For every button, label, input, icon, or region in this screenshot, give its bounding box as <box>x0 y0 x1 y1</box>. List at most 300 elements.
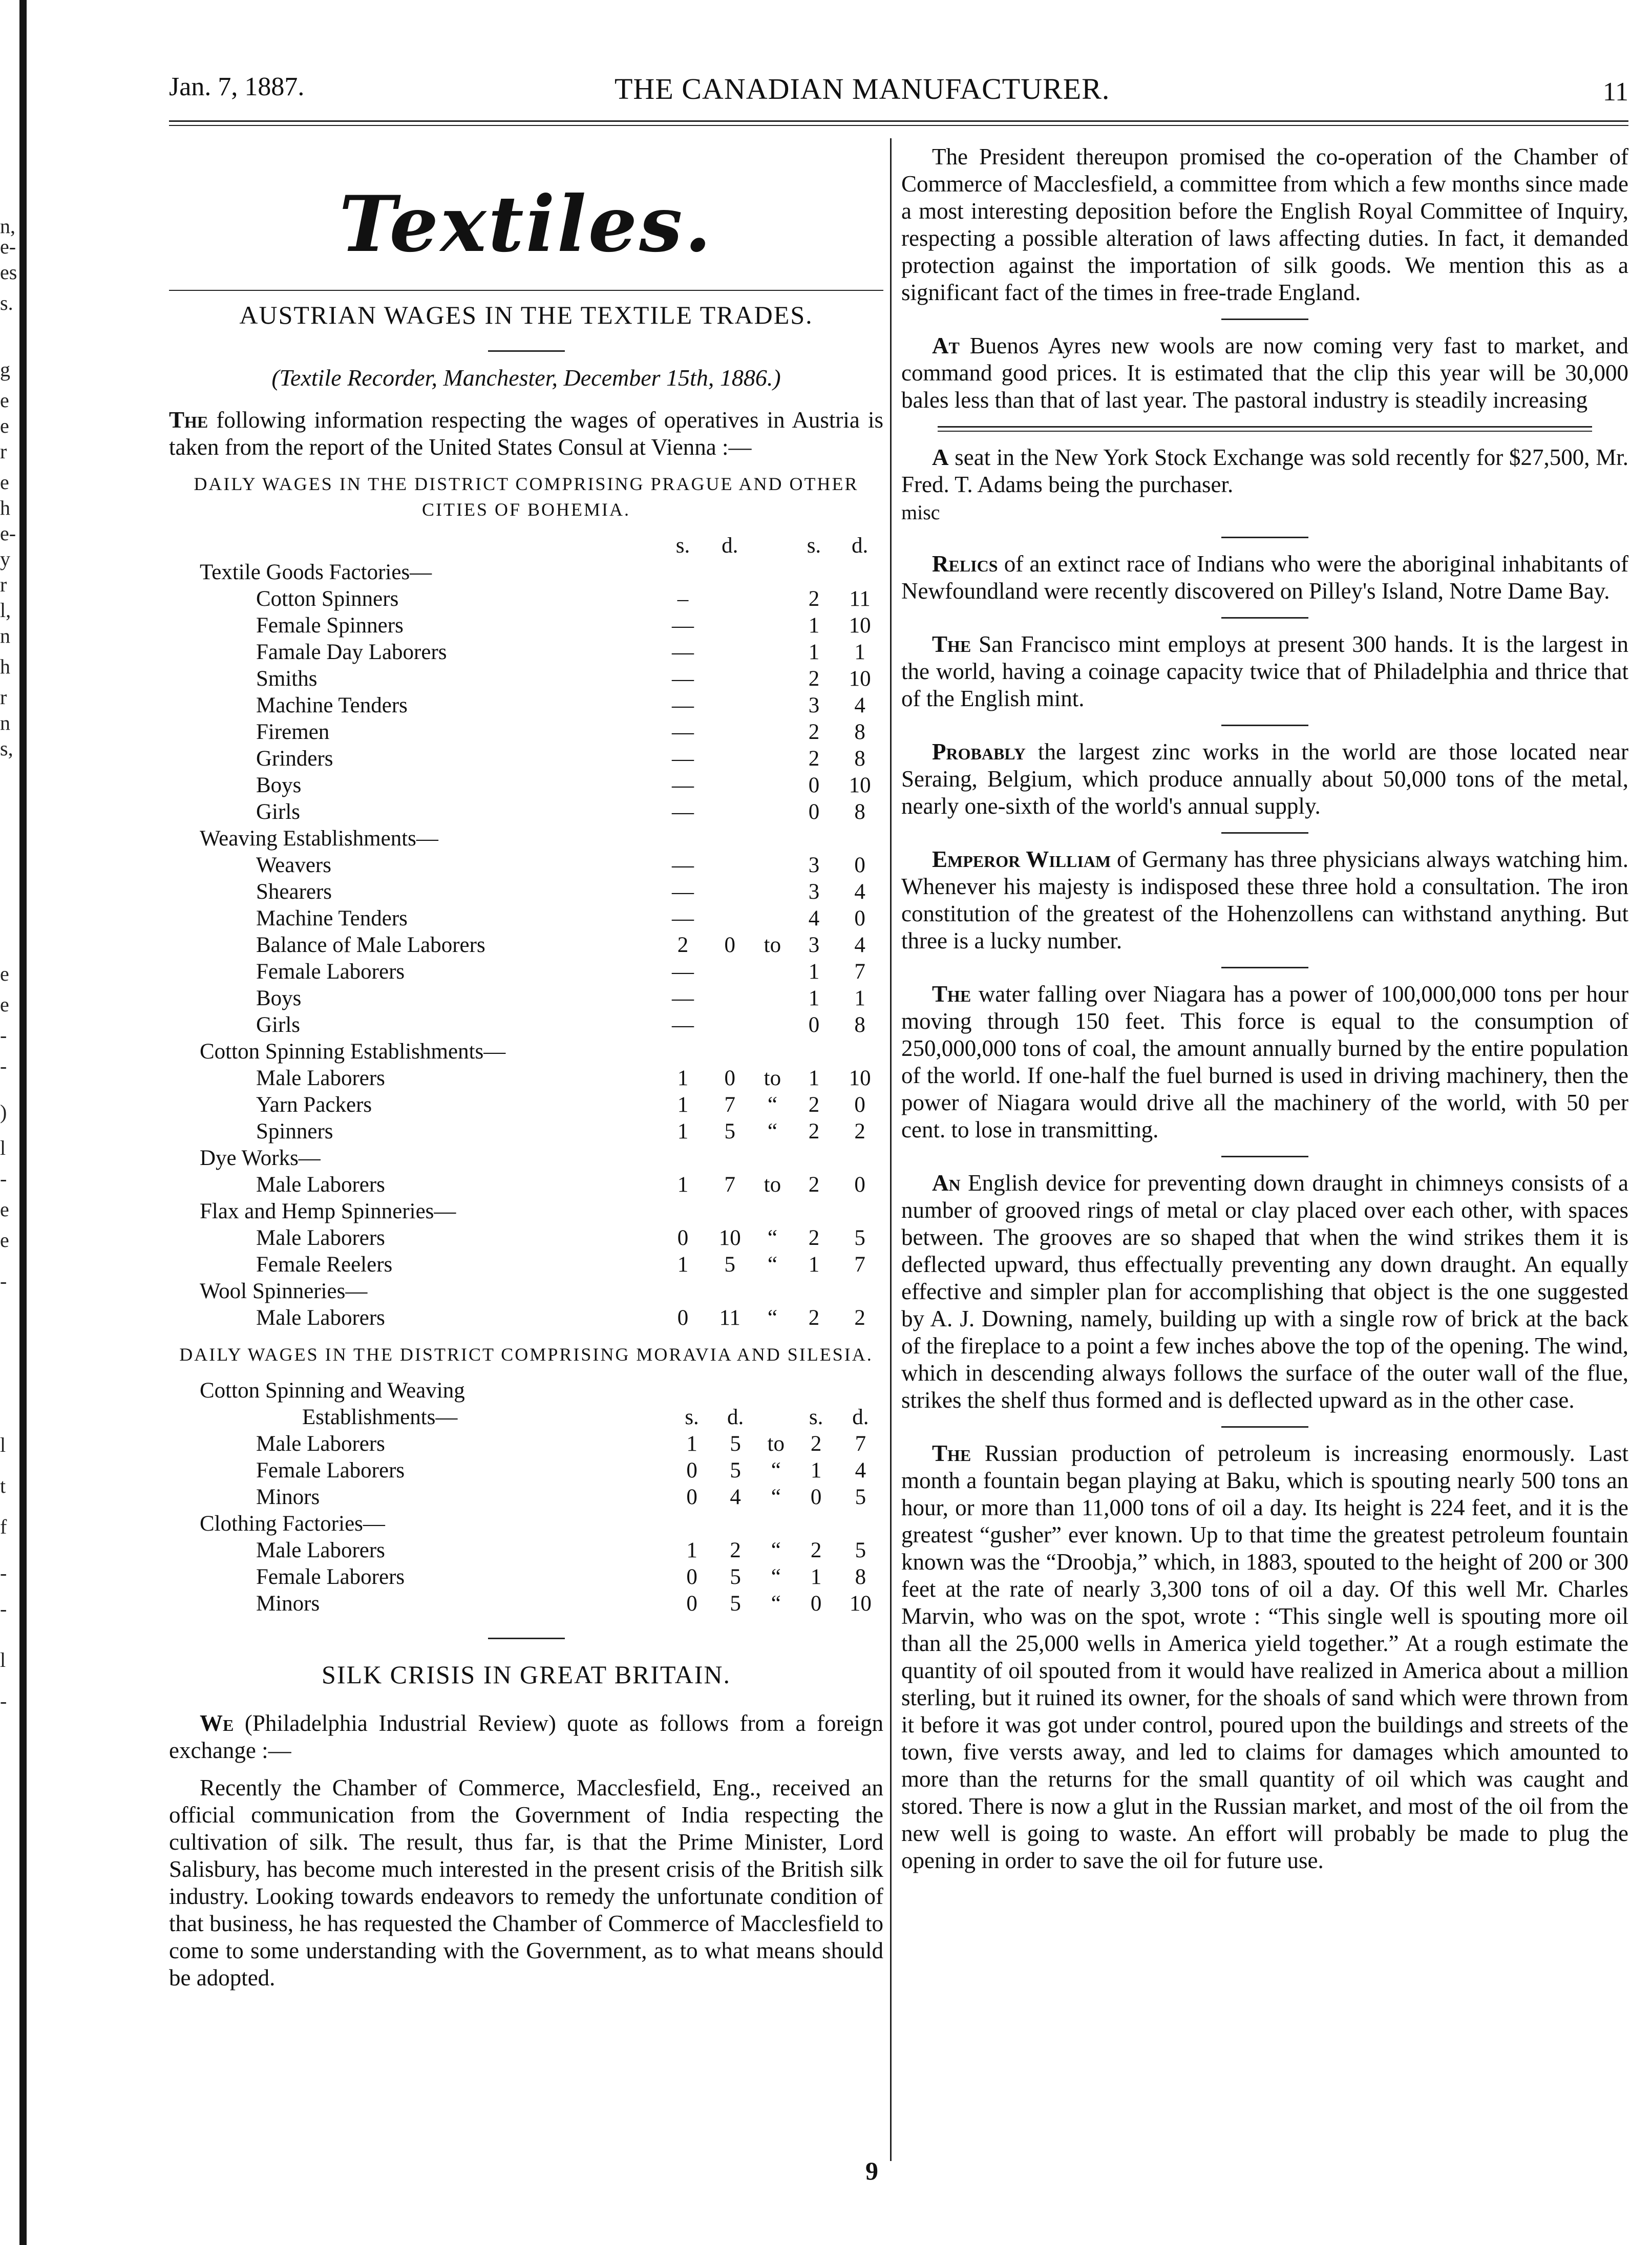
edge-fragment: r <box>0 686 7 709</box>
from-pence-cell <box>706 772 753 799</box>
from-pence-cell: 5 <box>724 1119 735 1143</box>
item-divider <box>1221 832 1308 834</box>
to-pence-cell <box>836 825 883 852</box>
from-shillings-cell: 1 <box>686 1432 697 1456</box>
table-row <box>200 799 883 825</box>
table-row <box>200 852 883 879</box>
news-item <box>901 846 1628 955</box>
to-shillings-cell: 1 <box>810 1565 822 1589</box>
article-source: (Textile Recorder, Manchester, December 15th, 1886.) <box>271 365 781 391</box>
from-pence-cell <box>706 1012 753 1039</box>
to-pence-cell: 10 <box>849 667 871 691</box>
to-pence-cell: 0 <box>854 906 865 930</box>
occupation-cell: Male Laborers <box>256 1306 385 1330</box>
news-item-lead: A <box>932 444 949 470</box>
from-shillings-cell: 0 <box>686 1458 697 1482</box>
wages-table-bohemia <box>200 533 883 1331</box>
news-item-text: of Germany has three physicians always watching him. Whenever his majesty is indisposed these three hold a consultation. The iron constitution of the greatest of the Hohenzollens can withstand anything. But three is a lucky number. <box>901 846 1628 954</box>
table2-heading: DAILY WAGES IN THE DISTRICT COMPRISING MORAVIA AND SILESIA. <box>179 1344 873 1365</box>
to-pence-cell: 4 <box>854 933 865 957</box>
to-shillings-cell <box>792 1278 837 1305</box>
range-separator-cell <box>753 1278 792 1305</box>
article-divider <box>488 1638 565 1639</box>
to-pence-cell: 4 <box>854 880 865 904</box>
news-item-text: water falling over Niagara has a power of 100,000,000 tons per hour moving through 150 feet. This force is equal to the consumption of 250,000,000 tons of coal, the amount annually burned by the entire population of the world. If one-half the fuel burned is used in driving machinery, then the power of Niagara would drive all the machinery of the world, with 50 per cent. to lose in transmitting. <box>901 981 1628 1142</box>
from-shillings-cell: — <box>671 667 694 691</box>
edge-fragment: - <box>0 1689 7 1712</box>
to-pence-cell <box>836 1145 883 1172</box>
table-row <box>200 1118 883 1145</box>
news-item-lead: At <box>932 333 960 358</box>
to-shillings-cell: 3 <box>808 933 820 957</box>
from-shillings-cell: 0 <box>686 1565 697 1589</box>
occupation-cell: Female Laborers <box>256 1458 405 1482</box>
edge-fragment: n, <box>0 215 15 238</box>
to-shillings-cell: 2 <box>810 1432 822 1456</box>
item-divider <box>1221 617 1308 619</box>
edge-fragment: g <box>0 358 10 381</box>
occupation-cell: Shearers <box>256 880 332 904</box>
occupation-cell: Female Laborers <box>256 960 405 984</box>
occupation-cell: Firemen <box>256 720 330 744</box>
range-separator-cell <box>753 985 792 1012</box>
edge-fragment: - <box>0 1561 7 1584</box>
to-shillings-cell: 1 <box>808 640 820 664</box>
occupation-cell: Male Laborers <box>256 1226 385 1250</box>
article-headline-austrian-wages: AUSTRIAN WAGES IN THE TEXTILE TRADES. <box>239 301 813 329</box>
to-shillings-cell: 2 <box>808 747 820 771</box>
to-shillings-cell: 0 <box>808 773 820 797</box>
table-row <box>200 1457 883 1484</box>
intro-paragraph <box>169 407 883 461</box>
from-pence-cell <box>706 905 753 932</box>
range-separator-cell <box>753 879 792 905</box>
range-separator-cell <box>753 612 792 639</box>
occupation-cell: Spinners <box>256 1119 333 1143</box>
edge-fragment: l <box>0 1433 6 1456</box>
from-shillings-cell <box>660 559 707 586</box>
table-row <box>200 932 883 959</box>
item-divider <box>1221 967 1308 968</box>
to-shillings-cell: 3 <box>808 853 820 877</box>
table-row <box>200 1012 883 1039</box>
range-separator-cell <box>753 586 792 612</box>
column-divider <box>890 138 892 2161</box>
occupation-cell: Machine Tenders <box>256 693 408 717</box>
from-shillings-cell: — <box>671 693 694 717</box>
occupation-cell: Minors <box>256 1485 320 1509</box>
table1-heading: DAILY WAGES IN THE DISTRICT COMPRISING PRAGUE AND OTHER CITIES OF BOHEMIA. <box>194 474 859 520</box>
to-shillings-cell <box>792 1039 837 1065</box>
to-shillings-cell: 2 <box>808 667 820 691</box>
edge-fragment: e <box>0 414 9 437</box>
to-pence-cell: 0 <box>854 853 865 877</box>
left-column <box>169 143 883 2002</box>
edge-fragment: n <box>0 624 10 647</box>
edge-fragment: e <box>0 471 9 494</box>
to-shillings-cell: 1 <box>808 1066 820 1090</box>
to-pence-cell: 10 <box>849 773 871 797</box>
range-separator-cell: “ <box>771 1565 781 1589</box>
table-row <box>200 1092 883 1118</box>
to-shillings-cell: 2 <box>808 1119 820 1143</box>
table-row <box>200 1225 883 1252</box>
edge-fragment: y <box>0 547 10 570</box>
from-pence-cell: 5 <box>730 1592 741 1616</box>
edge-fragment: - <box>0 1024 7 1047</box>
from-pence-cell: 5 <box>730 1565 741 1589</box>
news-item-lead: The <box>932 1441 971 1466</box>
silk-para-1 <box>169 1710 883 1764</box>
edge-fragment: l <box>0 1648 6 1671</box>
to-pence-cell <box>836 559 883 586</box>
col-d-to: d. <box>851 534 869 558</box>
from-shillings-cell: — <box>671 720 694 744</box>
occupation-cell: Dye Works— <box>200 1146 321 1170</box>
to-shillings-cell: 1 <box>810 1458 822 1482</box>
from-pence-cell <box>706 692 753 719</box>
from-shillings-cell: 0 <box>686 1592 697 1616</box>
from-pence-cell: 5 <box>730 1432 741 1456</box>
item-divider <box>938 426 1592 432</box>
occupation-cell: Establishments— <box>302 1405 458 1429</box>
range-separator-cell <box>753 719 792 746</box>
section-title: Textiles. <box>339 179 713 269</box>
table-category-row <box>200 1378 883 1404</box>
to-shillings-cell <box>792 825 837 852</box>
item-divider <box>1221 537 1308 538</box>
occupation-cell: Female Laborers <box>256 1565 405 1589</box>
col-d-from: d. <box>722 534 738 558</box>
range-separator-cell <box>753 746 792 772</box>
table-row <box>200 1537 883 1564</box>
to-pence-cell <box>836 1278 883 1305</box>
news-item-lead: Emperor William <box>932 846 1111 872</box>
from-pence-cell <box>713 1511 757 1537</box>
intro-text: following information respecting the wages of operatives in Austria is taken from the report of the United States Consul at Vienna :— <box>169 407 883 460</box>
range-separator-cell <box>753 799 792 825</box>
news-item-text: San Francisco mint employs at present 300 hands. It is the largest in the world, having a coinage capacity twice that of Philadelphia and thrice that of the English mint. <box>901 631 1629 711</box>
newspaper-page <box>118 31 1628 2228</box>
occupation-cell: Male Laborers <box>256 1432 385 1456</box>
to-pence-cell: 0 <box>854 1173 865 1197</box>
from-shillings-cell: — <box>671 773 694 797</box>
occupation-cell: Flax and Hemp Spinneries— <box>200 1199 456 1223</box>
range-separator-cell <box>753 666 792 692</box>
edge-fragment: t <box>0 1474 6 1497</box>
to-pence-cell: 8 <box>854 720 865 744</box>
from-shillings-cell <box>660 1278 707 1305</box>
from-pence-cell <box>706 1198 753 1225</box>
table-row <box>200 1431 883 1457</box>
edge-fragment: - <box>0 1054 7 1077</box>
news-item-lead: The <box>932 631 971 657</box>
table-row <box>200 905 883 932</box>
to-shillings-cell: 1 <box>808 1253 820 1277</box>
news-item-text: seat in the New York Stock Exchange was sold recently for $27,500, Mr. Fred. T. Adams being the purchaser. <box>901 444 1628 497</box>
table-row <box>200 692 883 719</box>
from-pence-cell: d. <box>727 1405 744 1429</box>
to-pence-cell: 8 <box>854 747 865 771</box>
from-shillings-cell: — <box>671 906 694 930</box>
news-item-text: English device for preventing down draught in chimneys consists of a number of grooved rings of metal or clay placed over each other, with spaces between. The grooves are so shaped that when the wind strikes them it is deflected upward, thus effectually preventing any down draught. An equally effective and simpler plan for accomplishing that object is the one suggested by A. J. Downing, namely, building up with a single row of brick at the back of the fireplace to a point a few inches above the top of the opening. The wind, which in descending always follows the surface of the outer wall of the flue, strikes the shelf thus formed and is deflected upward as in the other case. <box>901 1170 1628 1413</box>
occupation-cell: Male Laborers <box>256 1173 385 1197</box>
from-shillings-cell: 0 <box>677 1226 689 1250</box>
range-separator-cell <box>753 1145 792 1172</box>
table-category-row <box>200 1511 883 1537</box>
edge-fragment: l, <box>0 599 11 622</box>
occupation-cell: Boys <box>256 986 302 1010</box>
to-shillings-cell: 2 <box>808 1173 820 1197</box>
edge-fragment: - <box>0 1597 7 1620</box>
right-column <box>901 143 1628 1884</box>
news-item-lead: Relics <box>932 551 998 577</box>
range-separator-cell <box>753 639 792 666</box>
table-category-row <box>200 825 883 852</box>
range-separator-cell <box>753 852 792 879</box>
from-pence-cell <box>706 612 753 639</box>
to-pence-cell: d. <box>852 1405 869 1429</box>
to-shillings-cell: 1 <box>808 960 820 984</box>
from-shillings-cell <box>660 1145 707 1172</box>
edge-fragment: h <box>0 655 10 678</box>
to-shillings-cell: s. <box>809 1405 823 1429</box>
to-shillings-cell: 2 <box>810 1538 822 1562</box>
from-pence-cell <box>706 879 753 905</box>
from-shillings-cell <box>660 825 707 852</box>
table-row <box>200 1065 883 1092</box>
table-category-row <box>200 1404 883 1431</box>
occupation-cell: Famale Day Laborers <box>256 640 447 664</box>
edge-fragment: n <box>0 711 10 734</box>
from-pence-cell: 7 <box>724 1093 735 1117</box>
range-separator-cell: “ <box>771 1592 781 1616</box>
range-separator-cell <box>753 1198 792 1225</box>
to-pence-cell: 7 <box>854 960 865 984</box>
range-separator-cell: “ <box>767 1253 777 1277</box>
silk-continuation: The President thereupon promised the co-operation of the Chamber of Commerce of Macclesfield, a committee from which a few months since made a most interesting deposition before the English Royal Committee of Inquiry, respecting a possible alteration of laws affecting duties. In fact, it demanded protection against the importation of silk goods. We mention this as a significant fact of the times in free-trade England. <box>901 144 1628 305</box>
occupation-cell: Machine Tenders <box>256 906 408 930</box>
edge-fragment: - <box>0 1167 7 1190</box>
to-shillings-cell <box>792 1198 837 1225</box>
to-pence-cell: 1 <box>854 640 865 664</box>
edge-fragment: e <box>0 389 9 412</box>
silk-para-2: Recently the Chamber of Commerce, Macclesfield, Eng., received an official communication from the Government of India respecting the cultivation of silk. The result, thus far, is that the Prime Minister, Lord Salisbury, has become much interested in the present crisis of the British silk industry. Looking towards endeavors to remedy the unfortunate condition of that business, he has requested the Chamber of Commerce of Macclesfield to come to some understanding with the Government, as to what means should be adopted. <box>169 1775 883 1990</box>
occupation-cell: Yarn Packers <box>256 1093 372 1117</box>
from-pence-cell <box>713 1378 757 1404</box>
occupation-cell: Textile Goods Factories— <box>200 560 432 584</box>
to-pence-cell: 10 <box>849 1592 872 1616</box>
range-separator-cell: “ <box>767 1306 777 1330</box>
edge-fragment: h <box>0 496 10 519</box>
from-pence-cell: 10 <box>718 1226 741 1250</box>
from-shillings-cell: 1 <box>686 1538 697 1562</box>
news-item-lead: The <box>932 981 971 1007</box>
item-divider <box>1221 725 1308 726</box>
table-row <box>200 1305 883 1331</box>
occupation-cell: Female Reelers <box>256 1253 393 1277</box>
from-shillings-cell: — <box>671 960 694 984</box>
table-row <box>200 586 883 612</box>
table-row <box>200 719 883 746</box>
to-pence-cell: 11 <box>849 587 871 611</box>
from-shillings-cell: – <box>677 587 689 611</box>
from-shillings-cell: 0 <box>677 1306 689 1330</box>
to-shillings-cell: 3 <box>808 693 820 717</box>
publication-title: THE CANADIAN MANUFACTURER. <box>615 72 1110 105</box>
range-separator-cell <box>753 825 792 852</box>
to-pence-cell <box>836 1039 883 1065</box>
news-item <box>901 981 1628 1143</box>
from-pence-cell <box>706 719 753 746</box>
range-separator-cell <box>753 772 792 799</box>
news-item-lead: Probably <box>932 739 1026 765</box>
from-pence-cell <box>706 959 753 985</box>
to-pence-cell: 5 <box>854 1226 865 1250</box>
headline-rule <box>488 350 565 352</box>
from-pence-cell: 5 <box>724 1253 735 1277</box>
to-pence-cell: 8 <box>854 1013 865 1037</box>
occupation-cell: Male Laborers <box>256 1066 385 1090</box>
edge-fragment: e <box>0 1198 9 1221</box>
to-pence-cell: 8 <box>854 800 865 824</box>
table-row <box>200 1591 883 1617</box>
intro-lead: The <box>169 407 208 433</box>
range-separator-cell: “ <box>771 1458 781 1482</box>
from-pence-cell <box>706 586 753 612</box>
to-shillings-cell: 0 <box>808 1013 820 1037</box>
range-separator-cell <box>757 1511 794 1537</box>
news-item-text: the largest zinc works in the world are those located near Seraing, Belgium, which produce annually about 50,000 tons of the metal, nearly one-sixth of the world's annual supply. <box>901 739 1628 819</box>
from-shillings-cell: — <box>671 853 694 877</box>
occupation-cell: Cotton Spinning and Weaving <box>200 1379 465 1403</box>
item-divider <box>1221 319 1308 320</box>
to-shillings-cell: 2 <box>808 1306 820 1330</box>
folio-number: 9 <box>865 2156 878 2185</box>
to-shillings-cell: 3 <box>808 880 820 904</box>
from-shillings-cell: 1 <box>677 1119 689 1143</box>
from-shillings-cell: — <box>671 800 694 824</box>
to-pence-cell: 8 <box>855 1565 866 1589</box>
from-pence-cell <box>706 985 753 1012</box>
from-pence-cell <box>706 852 753 879</box>
occupation-cell: Female Spinners <box>256 613 404 638</box>
silk-para1-text: (Philadelphia Industrial Review) quote as follows from a foreign exchange :— <box>169 1710 883 1763</box>
occupation-cell: Cotton Spinners <box>256 587 399 611</box>
from-pence-cell: 2 <box>730 1538 741 1562</box>
edge-fragment: e <box>0 1229 9 1252</box>
to-shillings-cell: 0 <box>808 800 820 824</box>
occupation-cell: Grinders <box>256 747 333 771</box>
range-separator-cell: to <box>764 933 781 957</box>
silk-lead: We <box>200 1710 234 1736</box>
occupation-cell: Smiths <box>256 667 317 691</box>
occupation-cell: Girls <box>256 800 300 824</box>
from-shillings-cell <box>670 1511 713 1537</box>
range-separator-cell: “ <box>771 1485 781 1509</box>
to-pence-cell: 4 <box>855 1458 866 1482</box>
item-divider <box>1221 1156 1308 1157</box>
occupation-cell: Girls <box>256 1013 300 1037</box>
table-category-row <box>200 1145 883 1172</box>
occupation-cell: Boys <box>256 773 302 797</box>
table-row <box>200 772 883 799</box>
from-shillings-cell: 1 <box>677 1066 689 1090</box>
article-headline-silk-crisis: SILK CRISIS IN GREAT BRITAIN. <box>322 1660 731 1689</box>
edge-fragment: r <box>0 440 7 463</box>
occupation-cell: Wool Spinneries— <box>200 1279 368 1303</box>
news-item <box>901 444 1628 498</box>
edge-fragment: e- <box>0 522 16 545</box>
from-shillings-cell: s. <box>685 1405 699 1429</box>
edge-fragment: f <box>0 1515 7 1538</box>
to-shillings-cell <box>794 1511 837 1537</box>
news-item <box>901 631 1628 712</box>
to-shillings-cell: 1 <box>808 613 820 638</box>
from-shillings-cell: — <box>671 747 694 771</box>
table-row <box>200 985 883 1012</box>
occupation-cell: Minors <box>256 1592 320 1616</box>
table-row <box>200 959 883 985</box>
occupation-cell: Clothing Factories— <box>200 1512 385 1536</box>
range-separator-cell <box>753 905 792 932</box>
edge-fragment: r <box>0 573 7 596</box>
to-pence-cell <box>836 1198 883 1225</box>
from-pence-cell <box>706 1039 753 1065</box>
masthead <box>169 72 1634 118</box>
issue-date: Jan. 7, 1887. <box>169 72 305 101</box>
range-separator-cell: “ <box>771 1538 781 1562</box>
item-divider <box>1221 1426 1308 1428</box>
table-row <box>200 612 883 639</box>
table-row <box>200 639 883 666</box>
from-pence-cell <box>706 1278 753 1305</box>
page-number: 11 <box>1602 77 1628 107</box>
occupation-cell: Balance of Male Laborers <box>256 933 485 957</box>
from-pence-cell: 5 <box>730 1458 741 1482</box>
from-shillings-cell <box>660 1039 707 1065</box>
range-separator-cell: to <box>764 1173 781 1197</box>
occupation-cell: Male Laborers <box>256 1538 385 1562</box>
table-row <box>200 746 883 772</box>
edge-fragment: s, <box>0 737 13 760</box>
from-shillings-cell <box>670 1378 713 1404</box>
from-pence-cell <box>706 559 753 586</box>
from-pence-cell <box>706 825 753 852</box>
to-shillings-cell: 2 <box>808 587 820 611</box>
from-pence-cell: 4 <box>730 1485 741 1509</box>
to-shillings-cell: 4 <box>808 906 820 930</box>
scan-edge <box>0 0 36 2245</box>
occupation-cell: Cotton Spinning Establishments— <box>200 1040 506 1064</box>
range-separator-cell <box>753 692 792 719</box>
from-shillings-cell: — <box>671 880 694 904</box>
to-shillings-cell: 2 <box>808 1226 820 1250</box>
to-pence-cell <box>838 1378 883 1404</box>
range-separator-cell <box>753 1012 792 1039</box>
table-row <box>200 666 883 692</box>
table-category-row <box>200 559 883 586</box>
to-pence-cell: 2 <box>854 1119 865 1143</box>
table-row <box>200 1172 883 1198</box>
edge-fragment: - <box>0 1269 7 1293</box>
table-row <box>200 1252 883 1278</box>
from-shillings-cell: — <box>671 613 694 638</box>
from-pence-cell <box>706 666 753 692</box>
table-row <box>200 1564 883 1591</box>
news-item-extra: misc <box>901 501 940 524</box>
from-shillings-cell: 1 <box>677 1093 689 1117</box>
